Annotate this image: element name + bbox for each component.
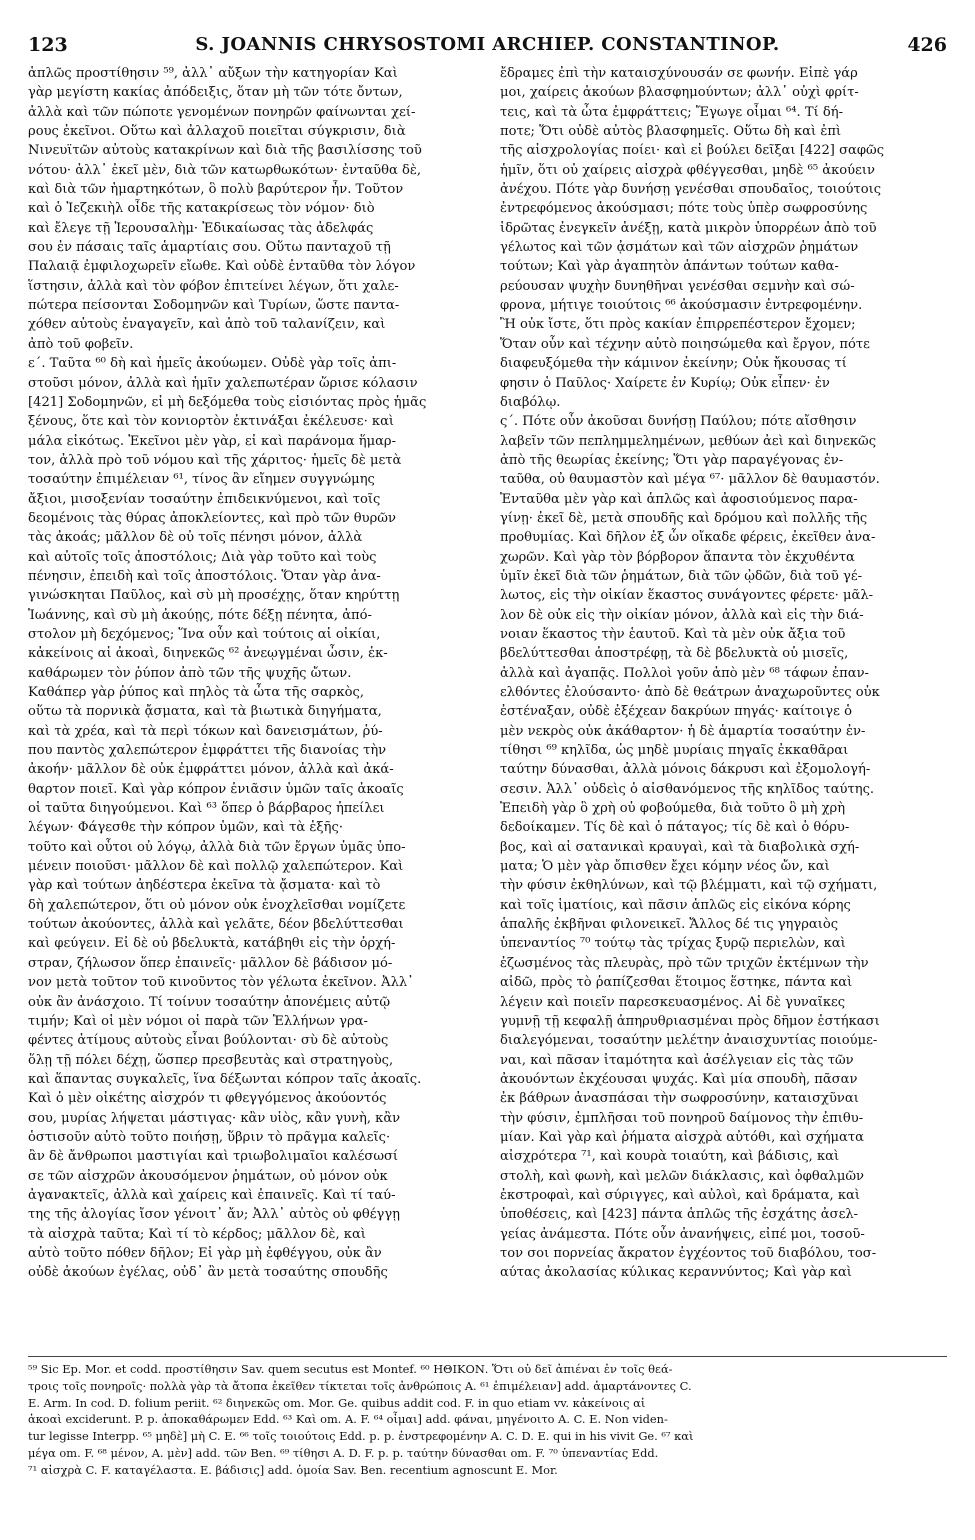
page-header xyxy=(28,34,947,56)
text-line: Νινευϊτῶν αὐτοὺς κατακρίνων καὶ διὰ τῆς βασιλίσσης τοῦ xyxy=(28,143,422,159)
text-line: ς΄. Πότε οὖν ἀκοῦσαι δυνήσῃ Παύλου; πότε αἴσθησιν xyxy=(500,414,857,430)
text-line: τούτων; Καὶ γὰρ ἀγαπητὸν ἁπάντων τούτων καθα- xyxy=(500,259,839,275)
text-line: διαφευξόμεθα τὴν κάμινον ἐκείνην; Οὐκ ἤκουσας τί xyxy=(500,356,847,372)
text-line: καὶ αὐτοῖς τοῖς ἀποστόλοις; Διὰ γὰρ τοῦτο καὶ τοὺς xyxy=(28,549,377,565)
text-line: γὰρ καὶ τούτων ἀηδέστερα ἐκεῖνα τὰ ᾄσματα· καὶ τὸ xyxy=(28,878,381,894)
text-line: δεδοίκαμεν. Τίς δὲ καὶ ὁ πάταγος; τίς δὲ καὶ ὁ θόρυ- xyxy=(500,820,850,836)
text-line: Καὶ ὁ μὲν οἰκέτης αἰσχρόν τι φθεγγόμενος ἀκούοντός xyxy=(28,1091,387,1107)
text-line: τούτων ἀκούοντες, ἀλλὰ καὶ γελᾶτε, δέον βδελύττεσθαι xyxy=(28,917,404,933)
text-line: γέλωτος καὶ τῶν ᾀσμάτων καὶ τῶν αἰσχρῶν ῥημάτων xyxy=(500,240,859,256)
text-line: τὰ αἰσχρὰ ταῦτα; Καὶ τί τὸ κέρδος; μᾶλλον δὲ, καὶ xyxy=(28,1226,366,1242)
footnote-line: tur legisse Interpp. ⁶⁵ μηδὲ] μὴ C. E. ⁶⁶ τοῖς τοιούτοις Edd. p. p. ἐνστρεφομένην A. C. D. E. qui in his vivit Ge. ⁶⁷ καὶ xyxy=(28,1429,694,1444)
text-line: ἔδραμες ἐπὶ τὴν καταισχύνουσάν σε φωνήν. Εἰπὲ γάρ xyxy=(500,66,858,81)
text-line: στοῦσι μόνον, ἀλλὰ καὶ ἡμῖν χαλεπωτέραν ὥρισε κόλασιν xyxy=(28,375,418,391)
text-line: διαβόλῳ. xyxy=(500,394,561,410)
text-line: λέγειν καὶ ποιεῖν παρεσκευασμένος. Αἱ δὲ γυναῖκες xyxy=(500,994,846,1010)
text-line: οὐκ ἂν ἀνάσχοιο. Τί τοίνυν τοσαύτην ἀπονέμεις αὐτῷ xyxy=(28,994,391,1010)
text-line: γυμνῇ τῇ κεφαλῇ ἀπηρυθριασμέναι πρὸς δῆμον ἑστήκασι xyxy=(500,1013,880,1029)
text-line: καὶ ὁ Ἰεζεκιὴλ οἶδε τῆς κατακρίσεως τὸν νόμον· διὸ xyxy=(28,201,375,217)
text-line: τοσαύτην ἐπιμέλειαν ⁶¹, τίνος ἂν εἴημεν συγγνώμης xyxy=(28,472,375,488)
text-line: τον σοι πορνείας ἄκρατον ἐγχέοντος τοῦ διαβόλου, τοσ- xyxy=(500,1245,877,1261)
text-line: ἐντρεφόμενος ἀκούσμασι; πότε τοὺς ὑπὲρ σωφροσύνης xyxy=(500,201,868,217)
text-line: μάλα εἰκότως. Ἐκεῖνοι μὲν γὰρ, εἰ καὶ παράνομα ἥμαρ- xyxy=(28,433,397,449)
text-line: γινώσκηται Παῦλος, καὶ σὺ μὴ προσέχῃς, ὅταν κηρύττῃ xyxy=(28,588,400,604)
text-line: προθυμίας. Καὶ δῆλον ἐξ ὧν οἴκαδε φέρεις, ἐκεῖθεν ἀνα- xyxy=(500,530,876,546)
text-line: ὑμῖν ἐκεῖ διὰ τῶν ῥημάτων, διὰ τῶν ᾠδῶν, διὰ τοῦ γέ- xyxy=(500,568,863,584)
text-line: οἱ ταῦτα διηγούμενοι. Καὶ ⁶³ ὅπερ ὁ βάρβαρος ἠπείλει xyxy=(28,801,385,817)
text-line: ταύτην δύνασθαι, ἀλλὰ μόνοις δάκρυσι καὶ ἐξομολογή- xyxy=(500,762,871,778)
text-line: καὶ ἔλεγε τῇ Ἱερουσαλὴμ· Ἐδικαίωσας τὰς ἀδελφάς xyxy=(28,220,374,236)
running-title: S. JOANNIS CHRYSOSTOMI ARCHIEP. CONSTANTINOP. xyxy=(195,34,780,55)
text-line: ἄξιοι, μισοξενίαν τοσαύτην ἐπιδεικνύμενοι, καὶ τοῖς xyxy=(28,491,381,507)
text-line: διαλεγόμεναι, τοσαύτην μελέτην ἀναισχυντίας ποιούμε- xyxy=(500,1033,878,1049)
footnote-line: E. Arm. In cod. D. folium periit. ⁶² διηνεκῶς om. Mor. Ge. quibus addit cod. F. in quo etiam vv. κἀκείνοις αἱ xyxy=(28,1395,646,1410)
text-line: ἵστησιν, ἀλλὰ καὶ τὸν φόβον ἐπιτείνει λέγων, ὅτι χαλε- xyxy=(28,278,399,294)
text-line: τὴν φύσιν ἐκθηλύνων, καὶ τῷ βλέμματι, καὶ τῷ σχήματι, xyxy=(500,878,878,894)
text-line: λαβεῖν τῶν πεπλημμελημένων, μεθύων ἀεὶ καὶ διηνεκῶς xyxy=(500,433,877,449)
text-line: καὶ τοῖς ἱματίοις, καὶ πᾶσιν ἁπλῶς εἰς εἰκόνα κόρης xyxy=(500,897,851,913)
page-number-left: 123 xyxy=(28,34,68,56)
text-line: σου, μυρίας λήψεται μάστιγας· κἂν υἱὸς, κἂν γυνὴ, κἂν xyxy=(28,1110,401,1126)
text-line: δὴ χαλεπώτερον, ὅτι οὐ μόνον οὐκ ἐνοχλεῖσθαι νομίζετε xyxy=(28,897,406,913)
footnotes xyxy=(28,1361,947,1511)
text-line: ὑπεναντίος ⁷⁰ τούτῳ τὰς τρίχας ξυρῷ περιελὼν, καὶ xyxy=(500,936,846,952)
text-line: καὶ ἅπαντας συγκαλεῖς, ἵνα δέξωνται κόπρον ταῖς ἀκοαῖς. xyxy=(28,1071,422,1087)
text-line: καὶ φεύγειν. Εἰ δὲ οὐ βδελυκτὰ, κατάβηθι εἰς τὴν ὀρχή- xyxy=(28,936,396,952)
text-line: ἁπαλῆς ἐκβῆναι φιλονεικεῖ. Ἄλλος δέ τις γηγραιὸς xyxy=(500,917,839,933)
text-line: καὶ διὰ τῶν ἡμαρτηκότων, ὃ πολὺ βαρύτερον ἦν. Τοῦτον xyxy=(28,182,404,198)
text-line: Ὅταν οὖν καὶ τέχνην αὐτὸ ποιησώμεθα καὶ ἔργον, πότε xyxy=(500,336,870,352)
text-line: ἀπὸ τοῦ φοβεῖν. xyxy=(28,336,134,352)
footnote-line: ⁵⁹ Sic Ep. Mor. et codd. προστίθησιν Sav. quem secutus est Montef. ⁶⁰ ΗΘΙΚΟΝ. Ὅτι οὐ δεῖ ἀπιέναι ἐν τοῖς θεά- xyxy=(28,1362,673,1376)
text-line: ἀπὸ τῆς θεωρίας ἐκείνης; Ὅτι γὰρ παραγέγονας ἐν- xyxy=(500,452,844,468)
text-line: φρονα, μήτιγε τοιούτοις ⁶⁶ ἀκούσμασιν ἐντρεφομένην. xyxy=(500,298,863,314)
text-line: μίαν. Καὶ γὰρ καὶ ῥήματα αἰσχρὰ αὐτόθι, καὶ σχήματα xyxy=(500,1129,864,1145)
text-line: σεσιν. Ἀλλ᾽ οὐδεὶς ὁ αἰσθανόμενος τῆς κηλῖδος ταύτης. xyxy=(500,781,875,797)
text-line: τῆς αἰσχρολογίας ποίει· καὶ εἰ βούλει δεῖξαι [422] σαφῶς xyxy=(500,143,885,159)
text-line: φέντες ἀτίμους αὐτοὺς εἶναι βούλονται· σὺ δὲ αὐτοὺς xyxy=(28,1033,389,1049)
text-line: βος, καὶ αἱ σατανικαὶ κραυγαὶ, καὶ τὰ διαβολικὰ σχή- xyxy=(500,839,860,855)
text-line: ὁστισοῦν αὐτὸ τοῦτο ποιήσῃ, ὕβριν τὸ πρᾶγμα καλεῖς· xyxy=(28,1129,391,1145)
text-line: μένειν ποιοῦσι· μᾶλλον δὲ καὶ πολλῷ χαλεπώτερον. Καὶ xyxy=(28,859,404,875)
text-line: ἀκοήν· μᾶλλον δὲ οὐκ ἐμφράττει μόνον, ἀλλὰ καὶ ἀκά- xyxy=(28,762,394,778)
text-line: σε τῶν αἰσχρῶν ἀκουσόμενον ῥημάτων, οὐ μόνον οὐκ xyxy=(28,1168,388,1184)
text-line: μὲν νεκρὸς οὐκ ἀκάθαρτον· ἡ δὲ ἁμαρτία τοσαύτην ἐν- xyxy=(500,723,866,739)
text-line: στραν, ζήλωσον ὅπερ ἐπαινεῖς· μᾶλλον δὲ βάδισον μό- xyxy=(28,955,393,971)
text-line: αὐτὸ τοῦτο πόθεν δῆλον; Εἰ γὰρ μὴ ἐφθέγγου, οὐκ ἂν xyxy=(28,1245,382,1261)
text-line: ὑποθέσεις, καὶ [423] πάντα ἁπλῶς τῆς ἐσχάτης ἀσελ- xyxy=(500,1207,859,1223)
text-line: τιμήν; Καὶ οἱ μὲν νόμοι οἱ παρὰ τῶν Ἑλλήνων γρα- xyxy=(28,1013,368,1029)
text-line: κἀκείνοις αἱ ἀκοαὶ, διηνεκῶς ⁶² ἀνεῳγμέναι ὦσιν, ἐκ- xyxy=(28,646,388,662)
footnote-line: ἀκοαὶ exciderunt. P. p. ἀποκαθάρωμεν Edd. ⁶³ Καὶ om. A. F. ⁶⁴ οἶμαι] add. φάναι, μηγένοιτο A. C. E. Non viden- xyxy=(28,1412,668,1427)
right-column xyxy=(500,64,947,1350)
text-line: ἀγανακτεῖς, ἀλλὰ καὶ χαίρεις καὶ ἐπαινεῖς. Καὶ τί ταύ- xyxy=(28,1187,396,1203)
text-line: νον μετὰ τοῦτον τοῦ κινοῦντος τὸν γέλωτα ἐκεῖνον. Ἀλλ᾽ xyxy=(28,975,414,991)
text-line: που παντὸς χαλεπώτερον ἐμφράττει τῆς διανοίας τὴν xyxy=(28,743,387,759)
text-line: νότου· ἀλλ᾽ ἐκεῖ μὲν, διὰ τῶν κατωρθωκότων· ἐνταῦθα δὲ, xyxy=(28,162,422,178)
text-line: Παλαιᾷ ἐμφιλοχωρεῖν εἴωθε. Καὶ οὐδὲ ἐνταῦθα τὸν λόγον xyxy=(28,259,416,275)
text-line: ἐκστροφαὶ, καὶ σύριγγες, καὶ αὐλοὶ, καὶ δράματα, καὶ xyxy=(500,1187,861,1203)
text-line: αἰσχρότερα ⁷¹, καὶ κουρὰ τοιαύτη, καὶ βάδισις, καὶ xyxy=(500,1149,840,1165)
text-line: της τῆς ἀλογίας ἴσον γένοιτ᾽ ἄν; Ἀλλ᾽ αὐτὸς οὐ φθέγγῃ xyxy=(28,1207,401,1223)
text-line: ἁπλῶς προστίθησιν ⁵⁹, ἀλλ᾽ αὔξων τὴν κατηγορίαν Καὶ xyxy=(28,66,398,81)
text-line: πώτερα πείσονται Σοδομηνῶν καὶ Τυρίων, ὥστε παντα- xyxy=(28,298,400,314)
text-line: ταῦθα, οὐ θαυμαστὸν καὶ μέγα ⁶⁷· μᾶλλον δὲ θαυμαστόν. xyxy=(500,472,880,488)
text-line: μοι, χαίρεις ἀκούων βλασφημούντων; ἀλλ᾽ οὐχὶ φρίτ- xyxy=(500,85,859,101)
text-line: ἡμῖν, ὅτι οὐ χαίρεις αἰσχρὰ φθέγγεσθαι, μηδὲ ⁶⁵ ἀκούειν xyxy=(500,162,875,178)
text-line: ἂν δὲ ἄνθρωποι μαστιγίαι καὶ τριωβολιμαῖοι καλέσωσί xyxy=(28,1149,399,1165)
text-line: στολον μὴ δεχόμενος; Ἵνα οὖν καὶ τούτοις αἱ οἰκίαι, xyxy=(28,626,381,642)
text-line: ἀνέχου. Πότε γὰρ δυνήσῃ γενέσθαι σπουδαῖος, τοιούτοις xyxy=(500,182,882,198)
text-line: [421] Σοδομηνῶν, εἰ μὴ δεξόμεθα τοὺς εἰσιόντας πρὸς ἡμᾶς xyxy=(28,394,427,410)
text-line: καθάρωμεν τὸν ῥύπον ἀπὸ τῶν τῆς ψυχῆς ὤτων. xyxy=(28,665,352,681)
text-line: σου ἐν πάσαις ταῖς ἁμαρτίαις σου. Οὕτω πανταχοῦ τῇ xyxy=(28,240,391,256)
page-number-right: 426 xyxy=(907,34,947,56)
text-line: ἀλλὰ καὶ ἀγαπᾷς. Πολλοὶ γοῦν ἀπὸ μὲν ⁶⁸ τάφων ἐπαν- xyxy=(500,665,869,681)
text-line: ξένους, ὅτε καὶ τὸν κονιορτὸν ἐκτινάξαι ἐκέλευσε· καὶ xyxy=(28,414,395,430)
text-line: ἀκουόντων ἐκχέουσαι ψυχάς. Καὶ μία σπουδὴ, πᾶσαν xyxy=(500,1071,858,1087)
text-line: θαρτον ποιεῖ. Καὶ γὰρ κόπρον ἐνιᾶσιν ὑμῶν ταῖς ἀκοαῖς xyxy=(28,781,404,797)
text-line: καὶ τὰ χρέα, καὶ τὰ περὶ τόκων καὶ δανεισμάτων, ῥύ- xyxy=(28,723,383,739)
text-line: ἐστέναξαν, οὐδὲ ἐξέχεαν δακρύων πηγάς· καίτοιγε ὁ xyxy=(500,704,852,720)
text-line: αύτας ἀκολασίας κύλικας κεραννύντος; Καὶ γὰρ καὶ xyxy=(500,1265,852,1281)
text-line: φησιν ὁ Παῦλος· Χαίρετε ἐν Κυρίῳ; Οὐκ εἶπεν· ἐν xyxy=(500,375,830,391)
footnote-line: ⁷¹ αἰσχρὰ C. F. καταγέλαστα. E. βάδισις] add. ὁμοία Sav. Ben. recentium agnoscunt E. Mor. xyxy=(28,1462,558,1477)
text-line: γίνῃ· ἐκεῖ δὲ, μετὰ σπουδῆς καὶ δρόμου καὶ πολλῆς τῆς xyxy=(500,510,868,526)
footnote-divider xyxy=(28,1356,947,1357)
text-line: λον δὲ οὐκ εἰς τὴν οἰκίαν μόνον, ἀλλὰ καὶ εἰς τὴν διά- xyxy=(500,607,864,623)
text-line: ἐκ βάθρων ἀνασπάσαι τὴν σωφροσύνην, καταισχῦναι xyxy=(500,1091,859,1107)
text-line: ματα; Ὁ μὲν γὰρ ὄπισθεν ἔχει κόμην νέος ὤν, καὶ xyxy=(500,859,830,875)
text-line: τοῦτο καὶ οὗτοι οὐ λόγῳ, ἀλλὰ διὰ τῶν ἔργων ὑμᾶς ὑπο- xyxy=(28,839,406,855)
footnote-line: τροις τοῖς πονηροῖς· πολλὰ γὰρ τὰ ἄτοπα ἐκεῖθεν τίκτεται τοῖς ἀνθρώποις A. ⁶¹ ἐπιμέλειαν] add. ἁμαρτάνοντες C. xyxy=(28,1378,692,1393)
text-line: γείας ἀνάμεστα. Πότε οὖν ἀνανήψεις, εἰπέ μοι, τοσοῦ- xyxy=(500,1226,865,1242)
text-line: τὰς ἀκοάς; μᾶλλον δὲ οὐ τοῖς πένησι μόνον, ἀλλὰ xyxy=(28,530,363,546)
text-line: ρους ἐκεῖνοι. Οὕτω καὶ ἀλλαχοῦ ποιεῖται σύγκρισιν, διὰ xyxy=(28,124,406,140)
text-line: ἱδρῶτας ἐνεγκεῖν ἀνέξῃ, κατὰ μικρὸν ὑπορρέων ἀπὸ τοῦ xyxy=(500,220,877,236)
footnote-line: μέγα om. F. ⁶⁸ μένον, A. μὲν] add. τῶν Ben. ⁶⁹ τίθησι A. D. F. p. p. ταύτην δύνασθαι om. F. ⁷⁰ ὑπεναντίας Edd. xyxy=(28,1445,659,1460)
left-column xyxy=(28,64,469,1350)
text-line: λωτος, εἰς τὴν οἰκίαν ἕκαστος συνάγοντες φέρετε· μᾶλ- xyxy=(500,588,874,604)
text-line: γὰρ μεγίστη κακίας ἀπόδειξις, ὅταν μὴ τῶν τότε ὄντων, xyxy=(28,85,403,101)
text-line: Καθάπερ γὰρ ῥύπος καὶ πηλὸς τὰ ὦτα τῆς σαρκὸς, xyxy=(28,685,365,700)
text-line: τὴν φύσιν, ἐμπλῆσαι τοῦ πονηροῦ δαίμονος τὴν ἐπιθυ- xyxy=(500,1110,864,1126)
text-line: τεις, καὶ τὰ ὦτα ἐμφράττεις; Ἔγωγε οἶμαι ⁶⁴. Τί δή- xyxy=(500,104,844,120)
text-line: τον, ἀλλὰ πρὸ τοῦ νόμου καὶ τῆς χάριτος· ἡμεῖς δὲ μετὰ xyxy=(28,452,402,468)
text-line: χωρῶν. Καὶ γὰρ τὸν βόρβορον ἅπαντα τὸν ἐκχυθέντα xyxy=(500,549,855,565)
text-line: Ἐπειδὴ γὰρ ὃ χρὴ οὐ φοβούμεθα, διὰ τοῦτο ὃ μὴ χρὴ xyxy=(500,801,846,817)
text-line: Ἐνταῦθα μὲν γὰρ καὶ ἁπλῶς καὶ ἀφοσιούμενος παρα- xyxy=(500,491,858,507)
text-line: ε΄. Ταῦτα ⁶⁰ δὴ καὶ ἡμεῖς ἀκούωμεν. Οὐδὲ γὰρ τοῖς ἀπι- xyxy=(28,356,397,372)
text-line: αἰδῶ, πρὸς τὸ ῥαπίζεσθαι ἕτοιμος ἕστηκε, πάντα καὶ xyxy=(500,975,853,991)
text-line: ρεύουσαν ψυχὴν δυνηθῆναι γενέσθαι σεμνὴν καὶ σώ- xyxy=(500,278,855,294)
text-line: οὕτω τὰ πορνικὰ ᾄσματα, καὶ τὰ βιωτικὰ διηγήματα, xyxy=(28,704,382,720)
text-line: χόθεν αὐτοὺς ἐναγαγεῖν, καὶ ἀπὸ τοῦ ταλανίζειν, καὶ xyxy=(28,317,386,333)
text-line: ὅλῃ τῇ πόλει δέχῃ, ὥσπερ πρεσβευτὰς καὶ στρατηγοὺς, xyxy=(28,1052,394,1068)
text-line: δεομένοις τὰς θύρας ἀποκλείοντες, καὶ πρὸ τῶν θυρῶν xyxy=(28,510,396,526)
text-line: πένησιν, ἐπειδὴ καὶ τοῖς ἀποστόλοις. Ὅταν γὰρ ἀνα- xyxy=(28,568,381,584)
text-line: ἐζωσμένος τὰς πλευρὰς, πρὸ τῶν τριχῶν ἐκτέμνων τὴν xyxy=(500,955,869,971)
text-line: ποτε; Ὅτι οὐδὲ αὐτὸς βλασφημεῖς. Οὕτω δὴ καὶ ἐπὶ xyxy=(500,124,842,140)
text-line: τίθησι ⁶⁹ κηλῖδα, ὡς μηδὲ μυρίαις πηγαῖς ἐκκαθᾶραι xyxy=(500,743,849,759)
text-line: λέγων· Φάγεσθε τὴν κόπρον ὑμῶν, καὶ τὰ ἑξῆς· xyxy=(28,820,343,836)
text-line: ἀλλὰ καὶ τῶν πώποτε γενομένων πονηρῶν φαίνωνται χεί- xyxy=(28,104,416,120)
text-line: Ἢ οὐκ ἴστε, ὅτι πρὸς κακίαν ἐπιρρεπέστερον ἔχομεν; xyxy=(500,317,856,333)
text-line: ναι, καὶ πᾶσαν ἰταμότητα καὶ ἀσέλγειαν εἰς τὰς τῶν xyxy=(500,1052,854,1068)
text-line: ελθόντες ἐλούσαντο· ἀπὸ δὲ θεάτρων ἀναχωροῦντες οὐκ xyxy=(500,685,880,700)
text-line: νοιαν ἕκαστος τὴν ἑαυτοῦ. Καὶ τὰ μὲν οὐκ ἄξια τοῦ xyxy=(500,626,846,642)
text-line: Ἰωάννης, καὶ σὺ μὴ ἀκούῃς, πότε δέξῃ πένητα, ἀπό- xyxy=(28,607,372,623)
text-line: οὐδὲ ἀκούων ἐγέλας, οὐδ᾽ ἂν μετὰ τοσαύτης σπουδῆς xyxy=(28,1265,388,1281)
text-line: βδελύττεσθαι ἀποστρέφῃ, τὰ δὲ βδελυκτὰ οὐ μισεῖς, xyxy=(500,646,849,662)
text-line: στολὴ, καὶ φωνὴ, καὶ μελῶν διάκλασις, καὶ ὀφθαλμῶν xyxy=(500,1168,864,1184)
